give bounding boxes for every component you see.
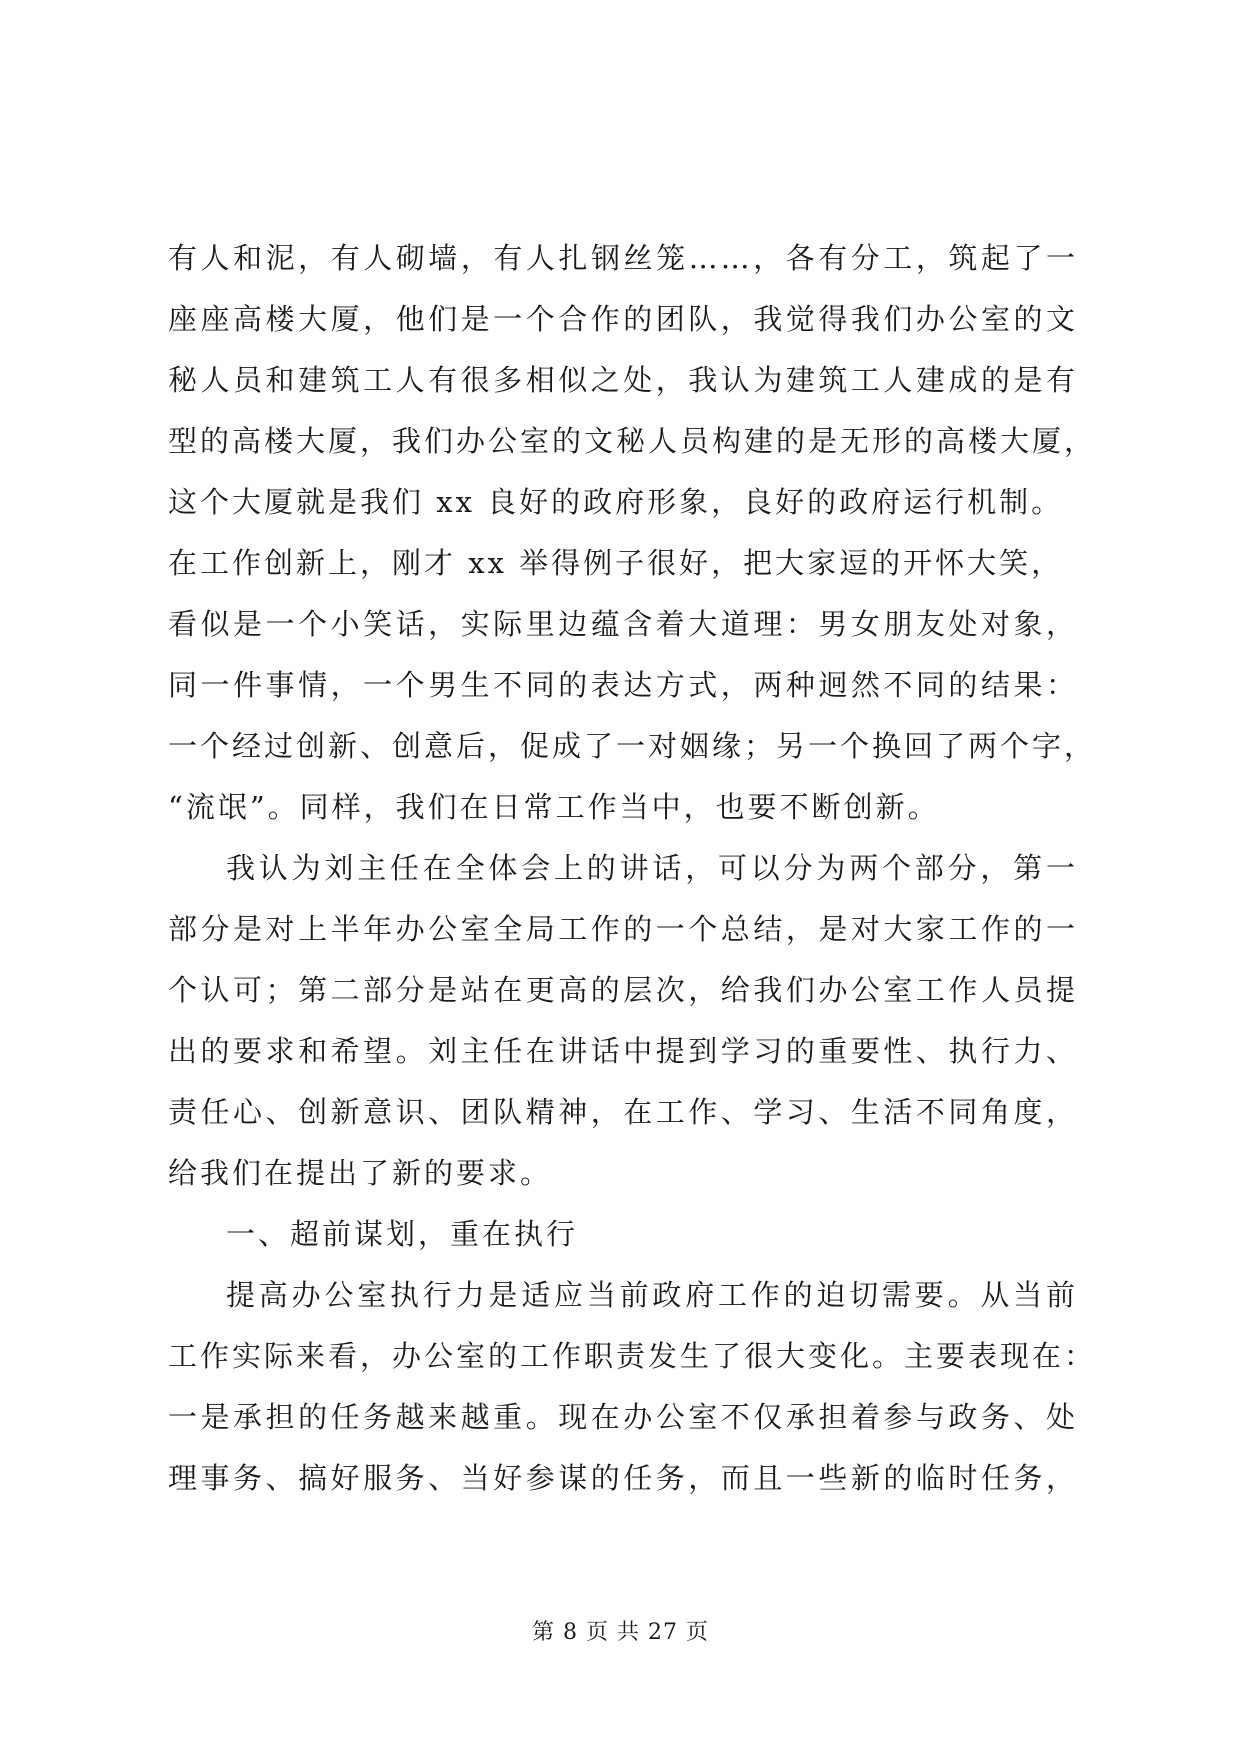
text-line: 我认为刘主任在全体会上的讲话，可以分为两个部分，第一 — [226, 851, 1078, 885]
text-line: 在工作创新上，刚才 xx 举得例子很好，把大家逗的开怀大笑， — [168, 546, 1064, 580]
text-line: 给我们在提出了新的要求。 — [168, 1156, 553, 1190]
text-line: 型的高楼大厦，我们办公室的文秘人员构建的是无形的高楼大厦， — [168, 424, 1097, 458]
text-line: 一个经过创新、创意后，促成了一对姻缘；另一个换回了两个字， — [168, 729, 1097, 763]
text-line: 提高办公室执行力是适应当前政府工作的迫切需要。从当前 — [226, 1278, 1078, 1312]
text-line: 看似是一个小笑话，实际里边蕴含着大道理：男女朋友处对象， — [168, 607, 1078, 641]
text-line: 秘人员和建筑工人有很多相似之处，我认为建筑工人建成的是有 — [168, 363, 1078, 397]
body-text — [168, 228, 1097, 1509]
text-line: 一、超前谋划，重在执行 — [226, 1217, 579, 1251]
text-line: 同一件事情，一个男生不同的表达方式，两种迥然不同的结果： — [168, 668, 1078, 702]
text-line: 座座高楼大厦，他们是一个合作的团队，我觉得我们办公室的文 — [168, 302, 1078, 336]
text-line: 个认可；第二部分是站在更高的层次，给我们办公室工作人员提 — [168, 973, 1078, 1007]
text-line: 这个大厦就是我们 xx 良好的政府形象，良好的政府运行机制。 — [168, 485, 1064, 519]
text-line: 理事务、搞好服务、当好参谋的任务，而且一些新的临时任务， — [168, 1461, 1078, 1495]
page-footer: 第 8 页 共 27 页 — [532, 1620, 709, 1645]
text-line: 出的要求和希望。刘主任在讲话中提到学习的重要性、执行力、 — [168, 1034, 1078, 1068]
text-line: 有人和泥，有人砌墙，有人扎钢丝笼……，各有分工，筑起了一 — [168, 241, 1078, 275]
text-line: 部分是对上半年办公室全局工作的一个总结，是对大家工作的一 — [168, 912, 1078, 946]
text-line: 一是承担的任务越来越重。现在办公室不仅承担着参与政务、处 — [168, 1400, 1078, 1434]
text-line: 工作实际来看，办公室的工作职责发生了很大变化。主要表现在： — [168, 1339, 1097, 1373]
text-line: 责任心、创新意识、团队精神，在工作、学习、生活不同角度， — [168, 1095, 1078, 1129]
text-line: “流氓”。同样，我们在日常工作当中，也要不断创新。 — [168, 790, 940, 824]
